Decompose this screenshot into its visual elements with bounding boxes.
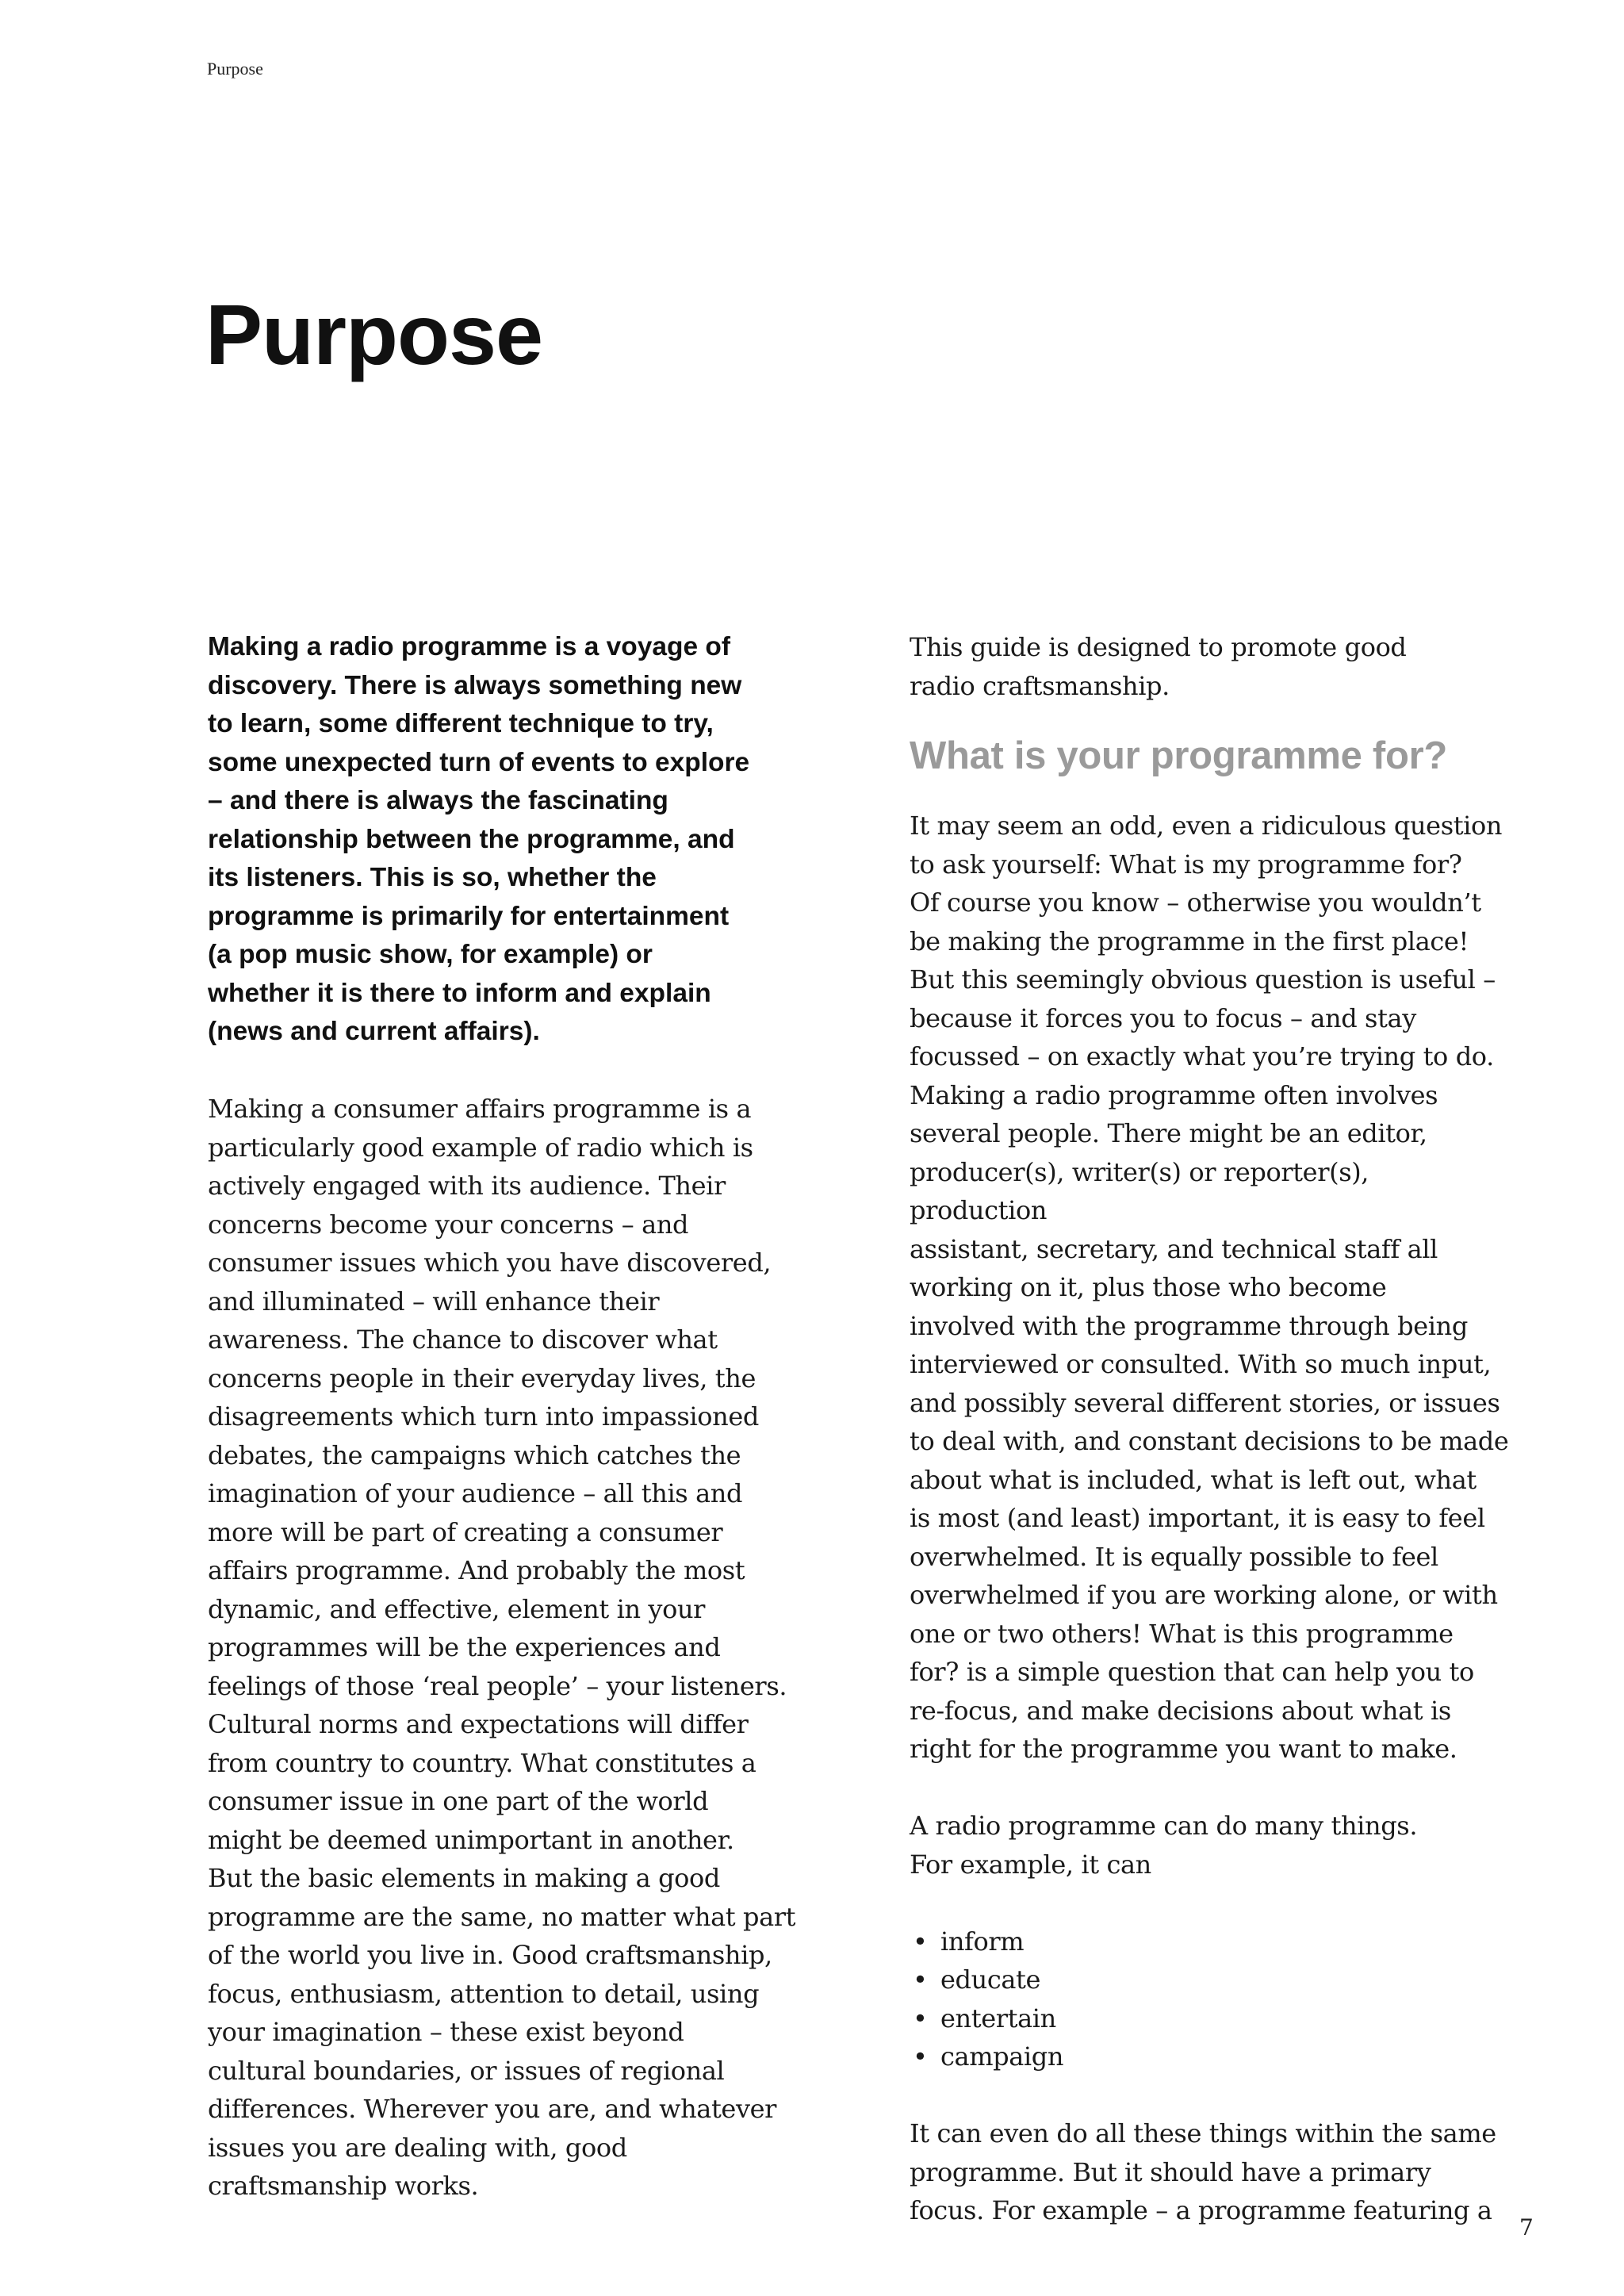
- body-paragraph: It can even do all these things within the same programme. But it should have a primary focus. For example – a programme featuring a: [910, 2118, 1496, 2225]
- body-paragraph: Making a consumer affairs programme is a particularly good example of radio which is actively engaged with its audience. Their concerns become your concerns – and consumer issues which you have discovered, and illuminated – will enhance their awareness. The chance to discover what concerns people in their everyday lives, the disagreements which turn into impassioned debates, the campaigns which catches the imagination of your audience – all this and more will be part of creating a consumer affairs programme. And probably the most dynamic, and effective, element in your programmes will be the experiences and feelings of those ‘real people’ – your listeners. Cultural norms and expectations will differ from country to country. What constitutes a consumer issue in one part of the world might be deemed unimportant in another. But the basic elements in making a good programme are the same, no matter what part of the world you live in. Good craftsmanship, focus, enthusiasm, attention to detail, using your imagination – these exist beyond cultural boundaries, or issues of regional differences. Wherever you are, and whatever issues you are dealing with, good craftsmanship works.: [208, 1094, 796, 2201]
- list-item-label: campaign: [940, 2041, 1064, 2072]
- left-column: [208, 628, 810, 2206]
- list-item: [910, 2037, 1512, 2076]
- list-item-label: educate: [940, 1964, 1041, 1995]
- paragraph-spacer: [910, 788, 1512, 807]
- list-item: [910, 1961, 1512, 1999]
- lead-paragraph: Making a radio programme is a voyage of discovery. There is always something new to learn, some different technique to try, some unexpected turn of events to explore – and there is always the fascinating relationship between the programme, and its listeners. This is so, whether the programme is primarily for entertainment (a pop music show, for example) or whether it is there to inform and explain (news and current affairs).: [208, 632, 750, 1046]
- body-paragraph: It may seem an odd, even a ridiculous question to ask yourself: What is my programme for? Of course you know – otherwise you wouldn’t be making the programme in the first place! But this seemingly obvious question is useful – because it forces you to focus – and stay focussed – on exactly what you’re trying to do. Making a radio programme often involves several people. There might be an editor, producer(s), writer(s) or reporter(s), production assistant, secretary, and technical staff all working on it, plus those who become involved with the programme through being interviewed or consulted. With so much input, and possibly several different stories, or issues to deal with, and constant decisions to be made about what is included, what is left out, what is most (and least) important, it is easy to feel overwhelmed. It is equally possible to feel overwhelmed if you are working alone, or with one or two others! What is this programme for? is a simple question that can help you to re-focus, and make decisions about what is right for the programme you want to make.: [910, 811, 1509, 1764]
- bullet-list: [910, 1922, 1512, 2076]
- paragraph-spacer: [910, 2076, 1512, 2115]
- paragraph-spacer: [910, 1884, 1512, 1922]
- section-subheading: What is your programme for?: [910, 734, 1447, 777]
- intro-paragraph: This guide is designed to promote good radio craftsmanship.: [910, 632, 1407, 701]
- paragraph-spacer: [910, 705, 1512, 724]
- page-title: Purpose: [205, 286, 543, 382]
- bullet-icon: •: [913, 1964, 928, 1995]
- bullet-icon: •: [913, 2003, 928, 2033]
- list-item: [910, 1922, 1512, 1961]
- paragraph-spacer: [208, 1052, 810, 1091]
- bullet-icon: •: [913, 2041, 928, 2072]
- page-number: 7: [1519, 2214, 1534, 2240]
- bullet-icon: •: [913, 1926, 928, 1957]
- list-item-label: inform: [940, 1926, 1025, 1957]
- list-item: [910, 1999, 1512, 2038]
- list-item-label: entertain: [940, 2003, 1056, 2033]
- paragraph-spacer: [910, 1769, 1512, 1807]
- right-column: [910, 628, 1512, 2230]
- running-head: Purpose: [207, 59, 263, 79]
- body-paragraph: A radio programme can do many things. For example, it can: [910, 1811, 1418, 1880]
